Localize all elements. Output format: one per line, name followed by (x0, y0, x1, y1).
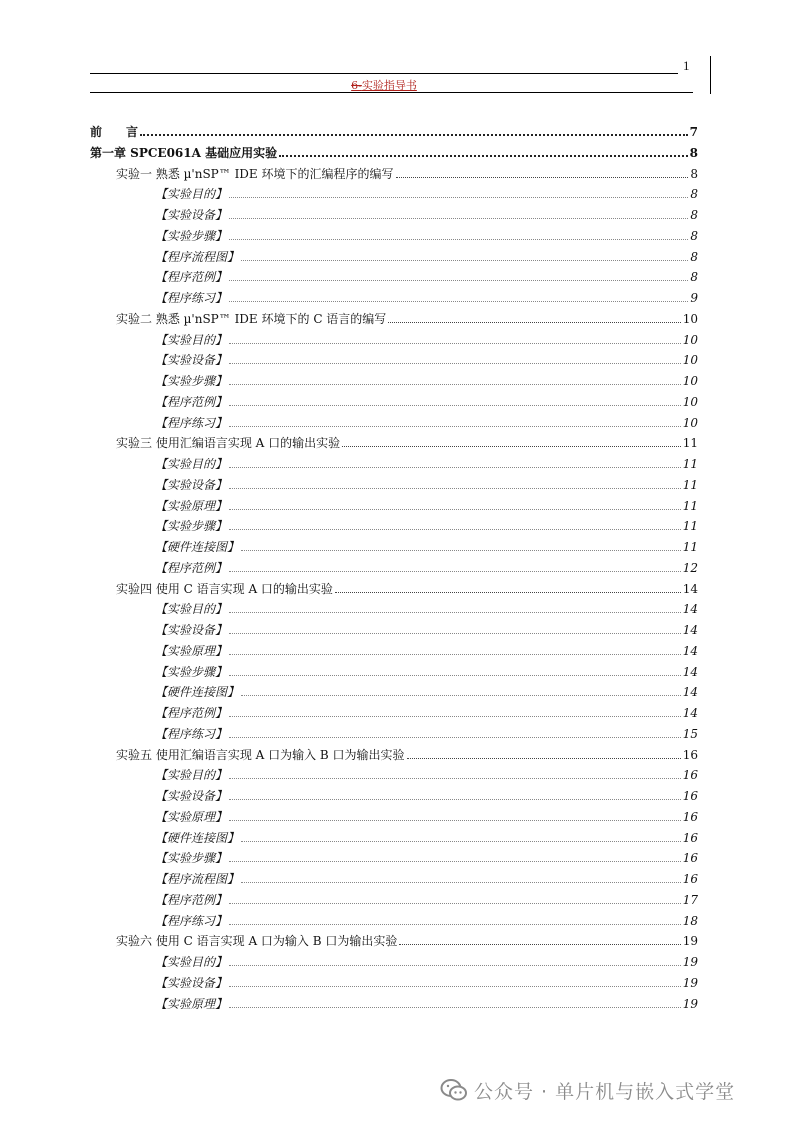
toc-entry[interactable] (155, 391, 698, 409)
toc-entry-page: 8 (690, 270, 698, 285)
toc-entry-title: 【程序练习】 (155, 291, 228, 305)
toc-entry-page: 14 (682, 643, 698, 658)
toc-entry-title: 【程序流程图】 (155, 872, 240, 886)
toc-dot-leader (241, 549, 681, 551)
toc-entry[interactable] (155, 764, 698, 782)
toc-entry[interactable] (155, 536, 698, 554)
toc-entry-page: 14 (682, 664, 698, 679)
toc-entry-page: 14 (682, 581, 698, 596)
header-corner-mark (710, 56, 711, 94)
toc-entry-title: 【实验原理】 (155, 643, 228, 658)
toc-entry-page: 11 (682, 436, 698, 451)
toc-dot-leader (229, 674, 681, 676)
toc-dot-leader (229, 777, 681, 779)
toc-dot-leader (241, 259, 688, 261)
toc-entry-page: 19 (682, 955, 698, 969)
toc-entry-page: 19 (682, 996, 698, 1011)
toc-entry[interactable] (155, 183, 698, 201)
toc-entry[interactable] (155, 827, 698, 845)
toc-entry-title: 【实验原理】 (155, 996, 228, 1011)
toc-entry[interactable] (155, 910, 698, 928)
toc-entry-page: 8 (689, 145, 698, 160)
toc-entry[interactable] (116, 578, 698, 596)
toc-entry-title: 【实验步骤】 (155, 851, 228, 866)
toc-entry-title: 【实验原理】 (155, 498, 228, 513)
toc-entry-page: 10 (682, 332, 698, 347)
toc-dot-leader (399, 943, 680, 945)
toc-entry-page: 14 (682, 602, 698, 617)
toc-entry-page: 15 (682, 726, 698, 741)
toc-dot-leader (229, 404, 681, 406)
toc-dot-leader (229, 217, 688, 219)
toc-entry-page: 11 (682, 457, 698, 471)
toc-entry-title: 【程序范例】 (155, 706, 228, 720)
toc-entry[interactable] (155, 266, 698, 284)
toc-entry-title: 【实验目的】 (155, 768, 228, 783)
toc-entry[interactable] (155, 889, 698, 907)
toc-dot-leader (229, 653, 681, 655)
toc-entry[interactable] (155, 557, 698, 575)
toc-entry-page: 19 (682, 975, 698, 990)
toc-dot-leader (396, 176, 689, 178)
toc-entry-page: 16 (682, 830, 698, 845)
toc-entry[interactable] (116, 930, 698, 948)
toc-entry-title: 【程序范例】 (155, 560, 228, 575)
toc-entry[interactable] (155, 225, 698, 243)
toc-entry[interactable] (155, 204, 698, 222)
toc-entry-page: 9 (690, 291, 698, 305)
toc-entry-page: 16 (682, 768, 698, 783)
toc-dot-leader (279, 154, 688, 157)
toc-entry-title: 实验三 使用汇编语言实现 A 口的输出实验 (116, 436, 341, 451)
watermark (440, 1075, 735, 1105)
toc-dot-leader (229, 985, 681, 987)
toc-entry-title: 【实验步骤】 (155, 228, 228, 243)
toc-entry-page: 17 (682, 892, 698, 907)
toc-entry[interactable] (155, 412, 698, 430)
toc-entry[interactable] (155, 681, 698, 699)
toc-dot-leader (342, 445, 681, 447)
toc-entry-title: 前 言 (90, 125, 139, 139)
toc-dot-leader (229, 736, 681, 738)
toc-entry[interactable] (155, 847, 698, 865)
toc-entry[interactable] (116, 744, 698, 762)
page-number: 1 (683, 58, 690, 73)
toc-dot-leader (229, 196, 688, 198)
toc-entry-page: 16 (682, 872, 698, 886)
header-title (90, 77, 678, 93)
toc-entry-title: 实验四 使用 C 语言实现 A 口的输出实验 (116, 581, 333, 596)
toc-entry[interactable] (155, 246, 698, 264)
toc-entry-page: 8 (690, 166, 698, 181)
toc-dot-leader (229, 466, 681, 468)
toc-entry-title: 【实验目的】 (155, 955, 228, 969)
toc-entry[interactable] (155, 495, 698, 513)
toc-dot-leader (229, 425, 681, 427)
toc-dot-leader (229, 487, 681, 489)
toc-entry-page: 8 (690, 208, 698, 222)
toc-entry-title: 【程序范例】 (155, 270, 228, 285)
toc-entry-title: 【实验设备】 (155, 975, 228, 990)
wechat-official-account-icon (440, 1077, 468, 1103)
toc-entry[interactable] (116, 432, 698, 450)
toc-dot-leader (229, 528, 681, 530)
toc-entry[interactable] (116, 163, 698, 181)
toc-dot-leader (388, 321, 680, 323)
toc-dot-leader (140, 133, 688, 136)
toc-entry[interactable] (155, 640, 698, 658)
toc-entry-page: 16 (682, 789, 698, 803)
toc-entry-title: 【程序练习】 (155, 415, 228, 430)
toc-entry-title: 【硬件连接图】 (155, 685, 240, 700)
toc-dot-leader (229, 570, 681, 572)
toc-dot-leader (229, 902, 681, 904)
toc-entry-page: 14 (682, 623, 698, 637)
watermark-text: 公众号 · 单片机与嵌入式学堂 (474, 1080, 736, 1103)
toc-entry-title: 【实验目的】 (155, 457, 228, 471)
toc-entry[interactable] (155, 702, 698, 720)
toc-entry[interactable] (155, 868, 698, 886)
toc-entry[interactable] (155, 349, 698, 367)
toc-entry[interactable] (155, 723, 698, 741)
toc-entry-page: 10 (682, 394, 698, 409)
toc-entry-page: 8 (690, 187, 698, 202)
toc-entry-title: 【程序练习】 (155, 913, 228, 928)
toc-entry-page: 14 (682, 706, 698, 720)
toc-entry[interactable] (116, 308, 698, 326)
toc-entry-page: 11 (682, 540, 698, 554)
toc-dot-leader (229, 860, 681, 862)
toc-entry[interactable] (155, 785, 698, 803)
toc-entry-page: 8 (690, 228, 698, 243)
toc-entry-title: 【程序范例】 (155, 394, 228, 409)
toc-entry-page: 11 (682, 477, 698, 492)
toc-dot-leader (229, 923, 681, 925)
toc-entry-title: 实验二 熟悉 µ'nSP™ IDE 环境下的 C 语言的编写 (116, 311, 387, 326)
toc-dot-leader (229, 798, 681, 800)
toc-entry-title: 【程序范例】 (155, 892, 228, 907)
toc-entry-page: 7 (689, 125, 698, 139)
toc-dot-leader (229, 238, 688, 240)
toc-entry-title: 【硬件连接图】 (155, 830, 240, 845)
toc-entry-page: 8 (690, 249, 698, 264)
toc-entry-title: 【实验目的】 (155, 332, 228, 347)
toc-entry-page: 16 (682, 809, 698, 824)
toc-entry-title: 【实验设备】 (155, 353, 228, 368)
toc-entry-title: 【实验原理】 (155, 809, 228, 824)
toc-entry[interactable] (155, 993, 698, 1011)
header-rule-top (90, 73, 678, 74)
toc-dot-leader (229, 279, 688, 281)
toc-entry-page: 16 (682, 747, 698, 762)
toc-entry[interactable] (90, 121, 698, 139)
toc-entry-page: 10 (682, 374, 698, 388)
toc-entry-page: 14 (682, 685, 698, 700)
toc-entry-title: 【程序流程图】 (155, 249, 240, 264)
toc-entry[interactable] (155, 951, 698, 969)
toc-dot-leader (229, 383, 681, 385)
toc-dot-leader (229, 1006, 681, 1008)
toc-dot-leader (229, 342, 681, 344)
header-rule-bottom (90, 92, 693, 93)
toc-entry-title: 实验五 使用汇编语言实现 A 口为输入 B 口为输出实验 (116, 747, 405, 762)
toc-entry[interactable] (155, 619, 698, 637)
toc-dot-leader (229, 632, 681, 634)
toc-dot-leader (229, 300, 688, 302)
toc-entry[interactable] (155, 453, 698, 471)
toc-entry-page: 12 (682, 560, 698, 575)
toc-entry[interactable] (155, 474, 698, 492)
toc-entry-title: 【实验设备】 (155, 208, 228, 222)
toc-entry[interactable] (155, 972, 698, 990)
toc-dot-leader (229, 715, 681, 717)
toc-entry-title: 【实验步骤】 (155, 519, 228, 534)
toc-entry[interactable] (155, 370, 698, 388)
toc-entry-page: 10 (682, 415, 698, 430)
toc-entry-title: 实验六 使用 C 语言实现 A 口为输入 B 口为输出实验 (116, 934, 398, 949)
toc-dot-leader (241, 694, 681, 696)
toc-entry-title: 【实验目的】 (155, 602, 228, 617)
toc-entry[interactable] (155, 329, 698, 347)
toc-dot-leader (229, 611, 681, 613)
toc-entry-title: 【实验步骤】 (155, 664, 228, 679)
toc-entry-title: 第一章 SPCE061A 基础应用实验 (90, 145, 278, 160)
toc-entry-page: 16 (682, 851, 698, 866)
toc-entry-page: 11 (682, 519, 698, 534)
toc-entry[interactable] (155, 287, 698, 305)
toc-entry-page: 10 (682, 311, 698, 326)
toc-entry-title: 【实验目的】 (155, 187, 228, 202)
toc-entry[interactable] (90, 142, 698, 160)
toc-dot-leader (229, 508, 681, 510)
toc-dot-leader (229, 964, 681, 966)
toc-dot-leader (229, 819, 681, 821)
toc-entry-page: 10 (682, 353, 698, 368)
header-title-deleted: 6- (351, 79, 362, 92)
toc-entry-title: 【硬件连接图】 (155, 540, 240, 554)
header-title-text: 实验指导书 (361, 79, 417, 92)
toc-dot-leader (407, 757, 681, 759)
toc-entry[interactable] (155, 515, 698, 533)
toc-entry-page: 18 (682, 913, 698, 928)
toc-entry-title: 【实验步骤】 (155, 374, 228, 388)
toc-dot-leader (241, 881, 681, 883)
toc-entry-title: 【实验设备】 (155, 623, 228, 637)
toc-entry-title: 【实验设备】 (155, 789, 228, 803)
toc-entry-title: 【程序练习】 (155, 726, 228, 741)
toc-entry-page: 11 (682, 498, 698, 513)
toc-entry[interactable] (155, 661, 698, 679)
toc-entry-title: 【实验设备】 (155, 477, 228, 492)
toc-dot-leader (241, 840, 681, 842)
toc-entry-title: 实验一 熟悉 µ'nSP™ IDE 环境下的汇编程序的编写 (116, 166, 394, 181)
toc-entry[interactable] (155, 806, 698, 824)
toc-dot-leader (335, 591, 681, 593)
toc-entry[interactable] (155, 598, 698, 616)
toc-entry-page: 19 (682, 934, 698, 949)
toc-dot-leader (229, 362, 681, 364)
